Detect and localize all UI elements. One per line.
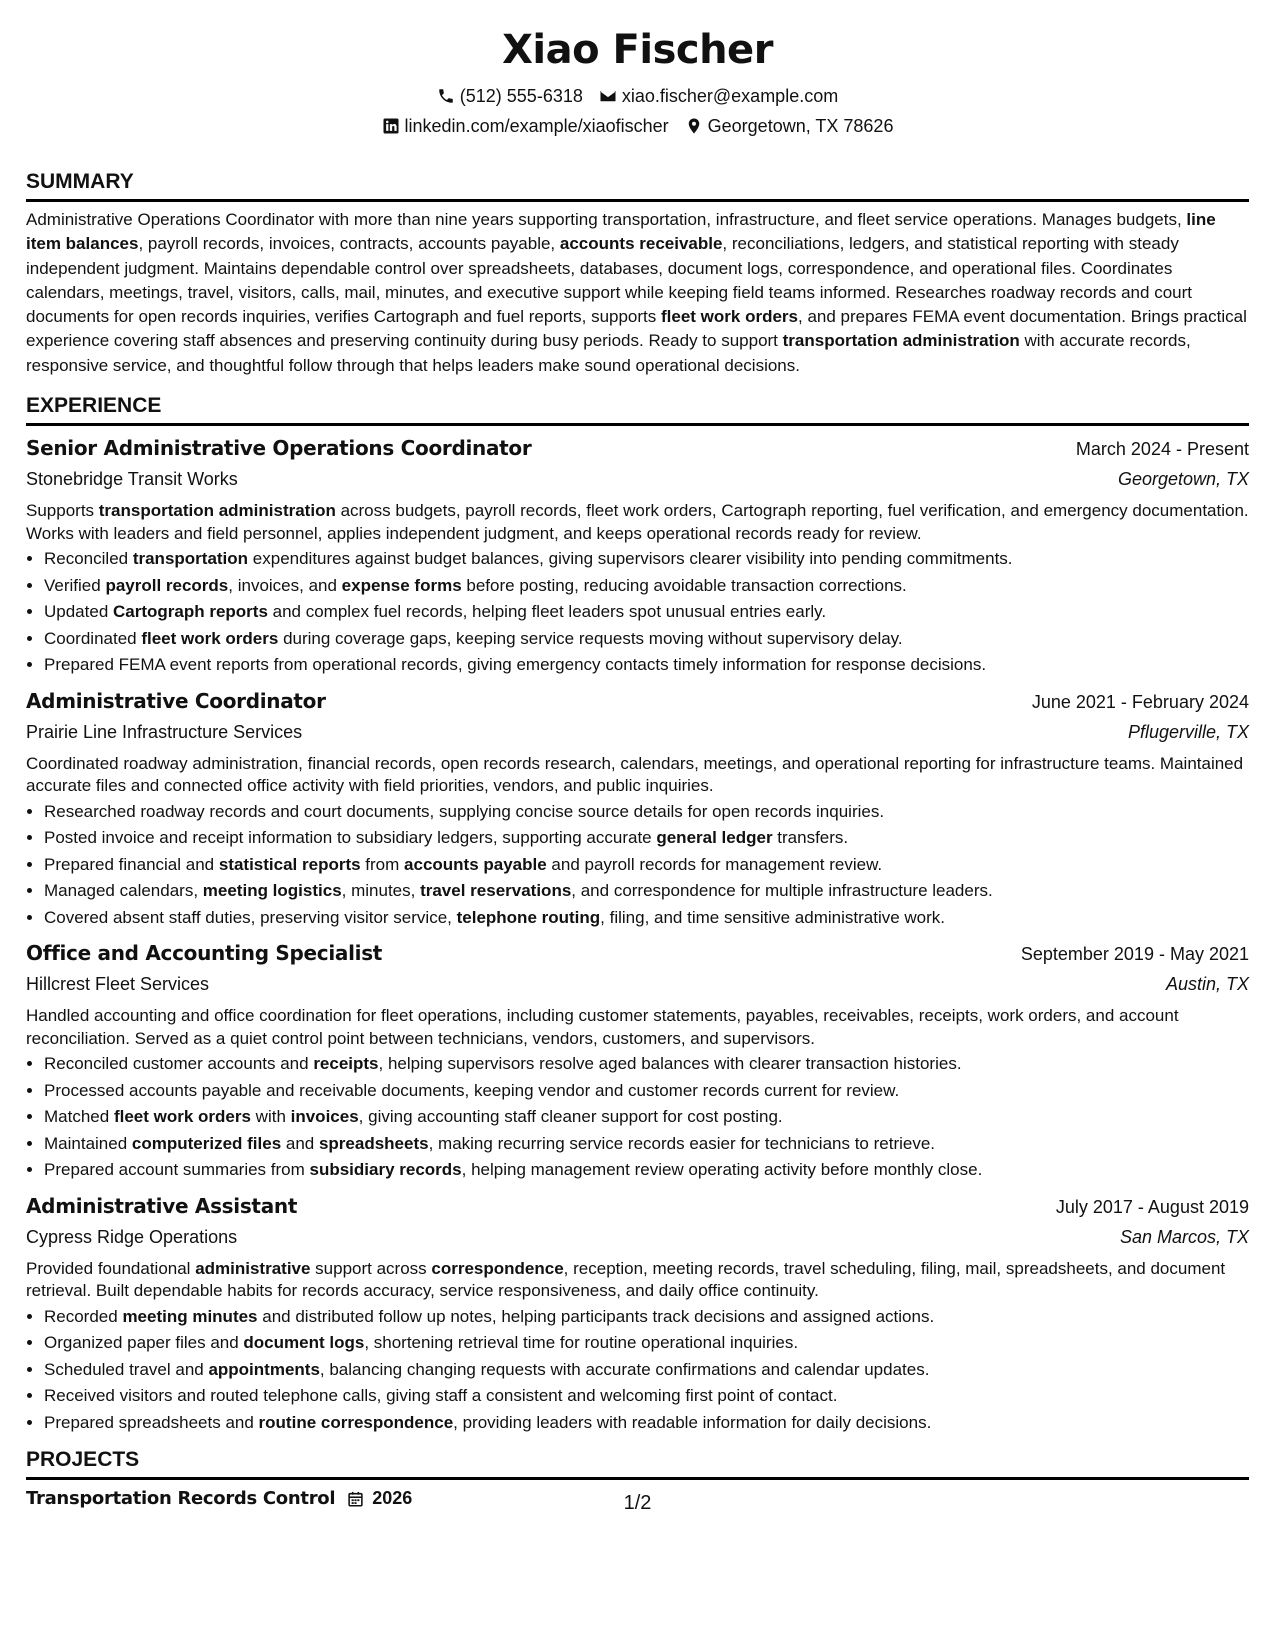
text-run: with accurate records, responsive service, and thoughtful follow through that helps leaders make sound operational decisions. bbox=[26, 331, 1191, 375]
text-run: Received visitors and routed telephone calls, giving staff a consistent and welcoming first point of contact. bbox=[44, 1386, 838, 1406]
projects-heading: PROJECTS bbox=[26, 1446, 1249, 1480]
text-run: Covered absent staff duties, preserving visitor service, bbox=[44, 907, 457, 927]
text-run: Updated bbox=[44, 602, 113, 622]
bold-keyword: fleet work orders bbox=[141, 628, 279, 648]
text-run: before posting, reducing avoidable transaction corrections. bbox=[461, 575, 907, 595]
job-location: Austin, TX bbox=[1165, 974, 1249, 995]
text-run: , balancing changing requests with accurate confirmations and calendar updates. bbox=[319, 1359, 930, 1379]
text-run: , helping supervisors resolve aged balances with clearer transaction histories. bbox=[378, 1054, 962, 1074]
text-run: Recorded bbox=[44, 1306, 123, 1326]
phone-text: (512) 555-6318 bbox=[459, 86, 583, 106]
job-subheader bbox=[26, 969, 1249, 999]
job-bullets bbox=[26, 1304, 1249, 1437]
list-item bbox=[44, 825, 1249, 852]
text-run: , providing leaders with readable information for daily decisions. bbox=[453, 1412, 932, 1432]
summary-heading: SUMMARY bbox=[26, 168, 1249, 202]
text-run: transfers. bbox=[772, 828, 849, 848]
job-location: Georgetown, TX bbox=[1117, 469, 1249, 490]
job-title: Senior Administrative Operations Coordinator bbox=[26, 436, 532, 461]
job-header bbox=[26, 686, 1249, 717]
job-description bbox=[26, 500, 1249, 545]
text-run: Prepared account summaries from bbox=[44, 1160, 310, 1180]
page-number: 1/2 bbox=[623, 1492, 652, 1514]
list-item bbox=[44, 1078, 1249, 1105]
phone-contact bbox=[437, 84, 583, 108]
text-run: and distributed follow up notes, helping participants track decisions and assigned actions. bbox=[257, 1306, 935, 1326]
linkedin-icon bbox=[382, 117, 400, 135]
bold-keyword: expense forms bbox=[341, 575, 462, 595]
text-run: Reconciled customer accounts and bbox=[44, 1054, 314, 1074]
job-description bbox=[26, 753, 1249, 798]
text-run: from bbox=[360, 854, 405, 874]
summary-text bbox=[26, 208, 1249, 378]
job-bullets bbox=[26, 799, 1249, 932]
text-run: , giving accounting staff cleaner support for cost posting. bbox=[358, 1107, 783, 1127]
bold-keyword: general ledger bbox=[656, 828, 773, 848]
list-item bbox=[44, 1304, 1249, 1331]
company-name: Prairie Line Infrastructure Services bbox=[26, 721, 303, 742]
map-pin-icon bbox=[685, 117, 703, 135]
bold-keyword: administrative bbox=[195, 1258, 311, 1278]
location-contact bbox=[685, 114, 894, 138]
job-bullets bbox=[26, 546, 1249, 679]
text-run: , helping management review operating activity before monthly close. bbox=[461, 1160, 983, 1180]
list-item bbox=[44, 626, 1249, 653]
list-item bbox=[44, 546, 1249, 573]
project-title: Transportation Records Control bbox=[26, 1488, 336, 1510]
experience-list bbox=[26, 433, 1249, 1436]
text-run: Matched bbox=[44, 1107, 114, 1127]
list-item bbox=[44, 1330, 1249, 1357]
list-item bbox=[44, 1357, 1249, 1384]
job-dates: September 2019 - May 2021 bbox=[1020, 944, 1249, 965]
text-run: Processed accounts payable and receivable documents, keeping vendor and customer records current for review. bbox=[44, 1080, 900, 1100]
bold-keyword: telephone routing bbox=[456, 907, 601, 927]
text-run: , reception, meeting records, travel scheduling, filing, mail, spreadsheets, and document retrieval. Built dependable habits for records accuracy, service responsiveness, and daily office continuity. bbox=[26, 1258, 1226, 1301]
bold-keyword: fleet work orders bbox=[113, 1107, 251, 1127]
bold-keyword: computerized files bbox=[131, 1133, 282, 1153]
envelope-icon bbox=[599, 87, 617, 105]
text-run: Researched roadway records and court documents, supplying concise source details for open records inquiries. bbox=[44, 801, 885, 821]
job-description bbox=[26, 1005, 1249, 1050]
job-description bbox=[26, 1258, 1249, 1303]
job-entry bbox=[26, 1191, 1249, 1437]
company-name: Stonebridge Transit Works bbox=[26, 469, 238, 490]
list-item bbox=[44, 852, 1249, 879]
job-subheader bbox=[26, 464, 1249, 494]
bold-keyword: Cartograph reports bbox=[113, 602, 268, 622]
linkedin-contact[interactable] bbox=[382, 114, 669, 138]
bold-keyword: meeting logistics bbox=[202, 881, 342, 901]
company-name: Cypress Ridge Operations bbox=[26, 1226, 238, 1247]
text-run: Administrative Operations Coordinator with more than nine years supporting transportation, infrastructure, and fleet service operations. Manages budgets, bbox=[26, 210, 1187, 229]
email-contact[interactable] bbox=[599, 84, 838, 108]
list-item bbox=[44, 1104, 1249, 1131]
job-dates: July 2017 - August 2019 bbox=[1055, 1196, 1249, 1217]
text-run: Organized paper files and bbox=[44, 1333, 244, 1353]
job-dates: March 2024 - Present bbox=[1075, 439, 1249, 460]
bold-keyword: transportation bbox=[132, 549, 249, 569]
bold-keyword: statistical reports bbox=[218, 854, 361, 874]
bold-keyword: document logs bbox=[243, 1333, 365, 1353]
contact-line-2 bbox=[26, 114, 1249, 138]
list-item bbox=[44, 799, 1249, 826]
text-run: Prepared spreadsheets and bbox=[44, 1412, 259, 1432]
text-run: , minutes, bbox=[341, 881, 421, 901]
list-item bbox=[44, 573, 1249, 600]
list-item bbox=[44, 1383, 1249, 1410]
location-text: Georgetown, TX 78626 bbox=[707, 116, 894, 136]
job-title: Administrative Coordinator bbox=[26, 688, 326, 713]
company-name: Hillcrest Fleet Services bbox=[26, 974, 210, 995]
bold-keyword: invoices bbox=[290, 1107, 359, 1127]
job-subheader bbox=[26, 717, 1249, 747]
text-run: Reconciled bbox=[44, 549, 133, 569]
list-item bbox=[44, 1157, 1249, 1184]
bold-keyword: line item balances bbox=[26, 210, 1216, 254]
text-run: during coverage gaps, keeping service requests moving without supervisory delay. bbox=[278, 628, 903, 648]
text-run: , and correspondence for multiple infrastructure leaders. bbox=[571, 881, 993, 901]
job-location: San Marcos, TX bbox=[1119, 1226, 1249, 1247]
job-bullets bbox=[26, 1051, 1249, 1184]
bold-keyword: routine correspondence bbox=[258, 1412, 454, 1432]
job-title: Office and Accounting Specialist bbox=[26, 941, 383, 966]
text-run: Coordinated roadway administration, financial records, open records research, calendars, meetings, and operational reporting for infrastructure teams. Maintained accurate files and connected office activity with field priorities, vendors, and public inquiries. bbox=[26, 753, 1244, 796]
text-run: , payroll records, invoices, contracts, accounts payable, bbox=[138, 234, 560, 254]
job-header bbox=[26, 433, 1249, 464]
text-run: Verified bbox=[44, 575, 106, 595]
bold-keyword: travel reservations bbox=[420, 881, 572, 901]
list-item bbox=[44, 1131, 1249, 1158]
text-run: , and prepares FEMA event documentation. Brings practical experience covering staff absences and preserving continuity during busy periods. Ready to support bbox=[26, 307, 1247, 351]
contact-line-1 bbox=[26, 84, 1249, 108]
bold-keyword: accounts payable bbox=[404, 854, 547, 874]
list-item bbox=[44, 1410, 1249, 1437]
job-entry bbox=[26, 433, 1249, 679]
text-run: , filing, and time sensitive administrative work. bbox=[600, 907, 946, 927]
job-entry bbox=[26, 686, 1249, 932]
job-location: Pflugerville, TX bbox=[1127, 721, 1249, 742]
text-run: Managed calendars, bbox=[44, 881, 203, 901]
bold-keyword: subsidiary records bbox=[309, 1160, 462, 1180]
text-run: and complex fuel records, helping fleet leaders spot unusual entries early. bbox=[267, 602, 827, 622]
phone-icon bbox=[437, 87, 455, 105]
text-run: Scheduled travel and bbox=[44, 1359, 209, 1379]
text-run: , making recurring service records easier for technicians to retrieve. bbox=[428, 1133, 936, 1153]
experience-heading: EXPERIENCE bbox=[26, 392, 1249, 426]
bold-keyword: receipts bbox=[313, 1054, 379, 1074]
text-run: with bbox=[250, 1107, 291, 1127]
text-run: , reconciliations, ledgers, and statistical reporting with steady independent judgment. Maintains dependable control over spreadsheets, databases, document logs, correspondence, and operational files. Coordinates calendars, meetings, travel, visitors, calls, mail, minutes, and executive support while keeping field teams informed. Researches roadway records and court documents for open records inquiries, verifies Cartograph and fuel reports, supports bbox=[26, 234, 1192, 327]
candidate-name: Xiao Fischer bbox=[502, 27, 773, 73]
text-run: Supports bbox=[26, 501, 99, 521]
list-item bbox=[44, 878, 1249, 905]
job-header bbox=[26, 1191, 1249, 1222]
text-run: support across bbox=[310, 1258, 432, 1278]
list-item bbox=[44, 652, 1249, 679]
text-run: across budgets, payroll records, fleet work orders, Cartograph reporting, fuel verification, and emergency documentation. Works with leaders and field personnel, applies independent judgment, and keeps operational records ready for review. bbox=[26, 501, 1249, 543]
bold-keyword: transportation administration bbox=[782, 331, 1020, 351]
bold-keyword: accounts receivable bbox=[559, 234, 723, 254]
list-item bbox=[44, 599, 1249, 626]
bold-keyword: meeting minutes bbox=[122, 1306, 258, 1326]
text-run: Provided foundational bbox=[26, 1258, 196, 1278]
job-title: Administrative Assistant bbox=[26, 1193, 298, 1218]
list-item bbox=[44, 1051, 1249, 1078]
list-item bbox=[44, 905, 1249, 932]
job-header bbox=[26, 938, 1249, 969]
email-text[interactable]: xiao.fischer@example.com bbox=[621, 86, 839, 106]
text-run: , shortening retrieval time for routine operational inquiries. bbox=[364, 1333, 799, 1353]
job-entry bbox=[26, 938, 1249, 1184]
bold-keyword: appointments bbox=[208, 1359, 320, 1379]
text-run: expenditures against budget balances, giving supervisors clearer visibility into pending commitments. bbox=[248, 549, 1013, 569]
text-run: and payroll records for management review. bbox=[546, 854, 883, 874]
text-run: Prepared FEMA event reports from operational records, giving emergency contacts timely information for response decisions. bbox=[44, 655, 987, 675]
resume-page bbox=[26, 0, 1249, 1509]
text-run: and bbox=[281, 1133, 319, 1153]
linkedin-text[interactable]: linkedin.com/example/xiaofischer bbox=[404, 116, 669, 136]
text-run: Handled accounting and office coordination for fleet operations, including customer statements, payables, receivables, receipts, work orders, and account reconciliation. Served as a quiet control point between technicians, vendors, customers, and supervisors. bbox=[26, 1006, 1179, 1048]
bold-keyword: payroll records bbox=[105, 575, 229, 595]
bold-keyword: correspondence bbox=[431, 1258, 564, 1278]
text-run: Posted invoice and receipt information to subsidiary ledgers, supporting accurate bbox=[44, 828, 657, 848]
text-run: Coordinated bbox=[44, 628, 142, 648]
text-run: Prepared financial and bbox=[44, 854, 219, 874]
bold-keyword: transportation administration bbox=[98, 501, 336, 521]
bold-keyword: fleet work orders bbox=[661, 307, 798, 327]
text-run: Maintained bbox=[44, 1133, 132, 1153]
bold-keyword: spreadsheets bbox=[318, 1133, 429, 1153]
text-run: , invoices, and bbox=[228, 575, 342, 595]
job-dates: June 2021 - February 2024 bbox=[1031, 691, 1249, 712]
project-year-text: 2026 bbox=[372, 1488, 413, 1509]
job-subheader bbox=[26, 1222, 1249, 1252]
